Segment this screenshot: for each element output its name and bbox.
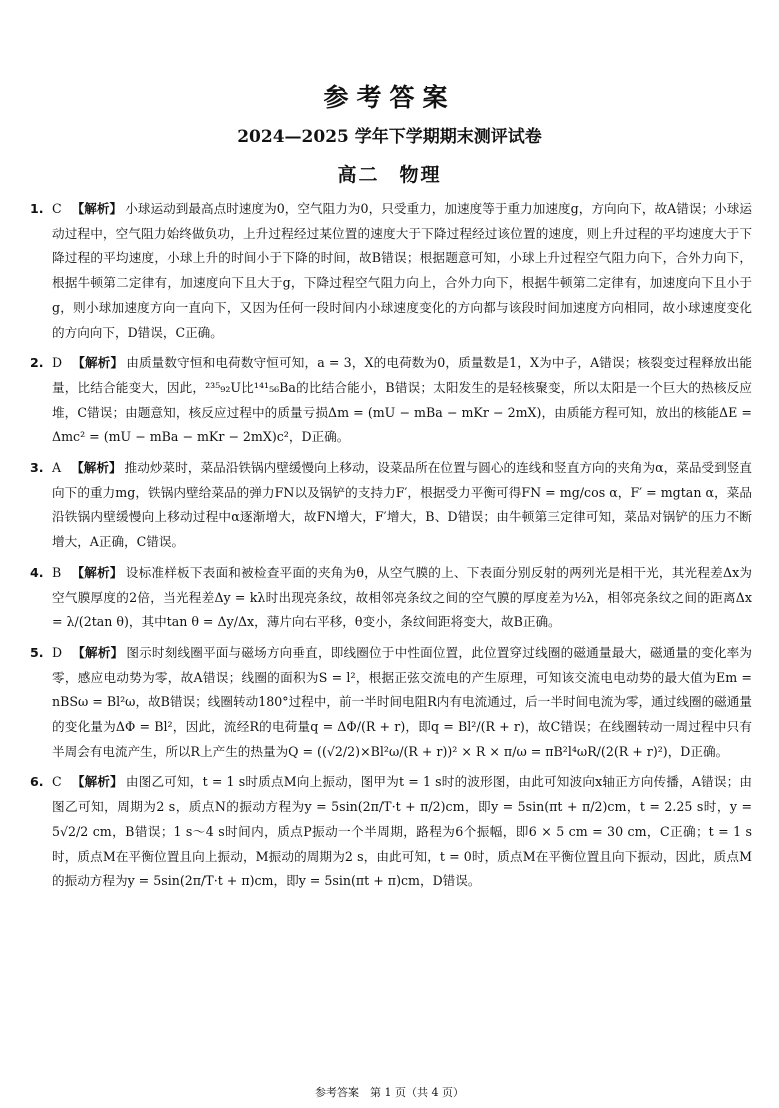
answer-item-2 [30,351,752,450]
question-number: 4. [30,564,44,580]
analysis-text: 由图乙可知，t = 1 s时质点M向上振动，图甲为t = 1 s时的波形图，由此可知波向x轴正方向传播，A错误；由图乙可知，周期为2 s，质点N的振动方程为y = 5sin(2π/T·t + π/2)cm，即y = 5sin(πt + π/2)cm，t = 2.25 s时，y = 5√2/2 cm，B错误；1 s～4 s时间内，质点P振动一个半周期，路程为6个振幅，即6 × 5 cm = 30 cm，C正确；t = 1 s时，质点M在平衡位置且向上振动，M振动的周期为2 s，由此可知，t = 0时，质点M在平衡位置且向下振动，因此，质点M的振动方程为y = 5sin(2π/T·t + π)cm，即y = 5sin(πt + π)cm，D错误。 [52,774,752,889]
answer-choice: A [52,460,62,476]
subject-label: 物理 [399,164,442,186]
analysis-label: 【解析】 [71,564,123,580]
answer-item-5 [30,641,752,765]
analysis-text: 由质量数守恒和电荷数守恒可知，a = 3，X的电荷数为0，质量数是1，X为中子，A错误；核裂变过程释放出能量，比结合能变大，因此，²³⁵₉₂U比¹⁴¹₅₆Ba的比结合能小，B错误；太阳发生的是轻核聚变，所以太阳是一个巨大的热核反应堆，C错误；由题意知，核反应过程中的质量亏损Δm = (mU − mBa − mKr − 2mX)，由质能方程可知，放出的核能ΔE = Δmc² = (mU − mBa − mKr − 2mX)c²，D正确。 [52,355,752,445]
answer-item-3 [30,456,752,555]
analysis-label: 【解析】 [72,355,124,371]
answer-choice: C [52,774,62,790]
analysis-label: 【解析】 [71,774,123,790]
grade-subject-heading [0,160,779,187]
answer-item-1 [30,197,752,345]
question-number: 6. [30,774,44,790]
question-number: 3. [30,460,44,476]
analysis-text: 小球运动到最高点时速度为0，空气阻力为0，只受重力，加速度等于重力加速度g，方向向下，故A错误；小球运动过程中，空气阻力始终做负功，上升过程经过某位置的速度大于下降过程经过该位置的速度，则上升过程的平均速度大于下降过程的平均速度，小球上升的时间小于下降的时间，故B错误；根据题意可知，小球上升过程空气阻力向下，合外力向下，根据牛顿第二定律有，加速度向下且大于g，下降过程空气阻力向上，合外力向下，根据牛顿第二定律有，加速度向下且小于g，则小球加速度方向一直向下，又因为任何一段时间内小球速度变化的方向都与该段时间加速度方向相同，故小球速度变化的方向向下，D错误，C正确。 [52,201,752,340]
analysis-label: 【解析】 [72,644,124,660]
answer-choice: D [52,355,63,371]
question-number: 1. [30,201,44,216]
analysis-text: 推动炒菜时，菜品沿铁锅内壁缓慢向上移动，设菜品所在位置与圆心的连线和竖直方向的夹角为α，菜品受到竖直向下的重力mg，铁锅内壁给菜品的弹力FN以及锅铲的支持力F′，根据受力平衡可得FN = mg/cos α，F′ = mgtan α，菜品沿铁锅内壁缓慢向上移动过程中α逐渐增大，故FN增大，F′增大，B、D错误；由牛顿第三定律可知，菜品对锅铲的压力不断增大，A正确，C错误。 [52,460,752,550]
answer-choice: D [52,644,63,660]
analysis-text: 设标准样板下表面和被检查平面的夹角为θ，从空气膜的上、下表面分别反射的两列光是相干光，其光程差Δx为空气膜厚度的2倍，当光程差Δy = kλ时出现亮条纹，故相邻亮条纹之间的空气膜的厚度差为½λ，相邻亮条纹之间的距离Δx = λ/(2tan θ)，其中tan θ = Δy/Δx，薄片向右平移，θ变小，条纹间距将变大，故B正确。 [52,564,753,630]
analysis-text: 图示时刻线圈平面与磁场方向垂直，即线圈位于中性面位置，此位置穿过线圈的磁通量最大，磁通量的变化率为零，感应电动势为零，故A错误；线圈的面积为S = l²，根据正弦交流电的产生原理，可知该交流电电动势的最大值为Em = nBSω = Bl²ω，故B错误；线圈转动180°过程中，前一半时间电阻R内有电流通过，后一半时间电流为零，通过线圈的磁通量的变化量为ΔΦ = Bl²，因此，流经R的电荷量q = ΔΦ/(R + r)，即q = Bl²/(R + r)，故C错误；在线圈转动一周过程中只有半周会有电流产生，所以R上产生的热量为Q = ((√2/2)×Bl²ω/(R + r))² × R × π/ω = πB²l⁴ωR/(2(R + r)²)，D正确。 [52,644,753,759]
answer-item-4 [30,561,752,635]
answer-choice: B [52,564,62,580]
answer-list [30,197,752,900]
answer-item-6 [30,770,752,894]
question-number: 5. [30,644,44,660]
page-title: 参考答案 [323,83,456,112]
analysis-label: 【解析】 [71,201,123,216]
grade-label: 高二 [337,164,380,186]
analysis-label: 【解析】 [71,460,122,476]
page-footer: 参考答案 第 1 页（共 4 页） [315,1086,464,1099]
question-number: 2. [30,355,44,371]
answer-choice: C [52,201,62,216]
exam-subtitle: 2024—2025 学年下学期期末测评试卷 [237,127,542,147]
